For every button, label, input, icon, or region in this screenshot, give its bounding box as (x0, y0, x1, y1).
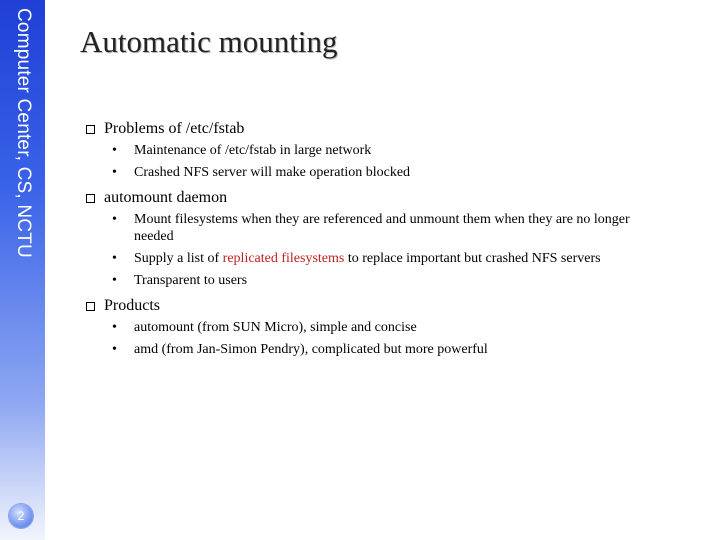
list-item-text-post: to replace important but crashed NFS servers (344, 251, 601, 266)
section-heading-text: Problems of /etc/fstab (104, 120, 245, 137)
section-heading-text: Products (104, 297, 160, 314)
list-item-text: Maintenance of /etc/fstab in large network (134, 143, 372, 158)
sidebar-label: Computer Center, CS, NCTU (13, 8, 34, 258)
section-heading (86, 187, 686, 209)
list-item (86, 341, 686, 358)
section-automount (86, 187, 686, 289)
list-item (86, 142, 686, 159)
bullet-dot-icon: • (112, 212, 117, 227)
bullet-list (86, 142, 686, 181)
list-item-text: amd (from Jan-Simon Pendry), complicated but more powerful (134, 342, 488, 357)
bullet-list (86, 319, 686, 358)
square-bullet-icon (86, 302, 95, 311)
bullet-dot-icon: • (112, 342, 117, 357)
list-item-text-pre: Supply a list of (134, 251, 223, 266)
bullet-dot-icon: • (112, 251, 117, 266)
section-heading (86, 118, 686, 140)
list-item-text: Crashed NFS server will make operation blocked (134, 165, 411, 180)
square-bullet-icon (86, 194, 95, 203)
bullet-dot-icon: • (112, 143, 117, 158)
list-item (86, 211, 686, 245)
bullet-dot-icon: • (112, 165, 117, 180)
page-number-badge (9, 504, 33, 528)
list-item-text: Transparent to users (134, 273, 248, 288)
bullet-dot-icon: • (112, 273, 117, 288)
list-item (86, 319, 686, 336)
section-heading-text: automount daemon (104, 189, 228, 206)
list-item (86, 250, 686, 267)
page-number: 2 (17, 509, 25, 523)
highlighted-term: replicated filesystems (222, 251, 345, 266)
slide-title: Automatic mounting (80, 24, 338, 59)
list-item-text: Mount filesystems when they are referenced and unmount them when they are no longer needed (134, 212, 630, 244)
sidebar (0, 0, 45, 540)
section-products (86, 295, 686, 358)
slide-content (86, 118, 686, 364)
bullet-dot-icon: • (112, 320, 117, 335)
list-item-text: automount (from SUN Micro), simple and concise (134, 320, 417, 335)
bullet-list (86, 211, 686, 289)
list-item (86, 272, 686, 289)
section-heading (86, 295, 686, 317)
list-item (86, 164, 686, 181)
list-item-text (134, 250, 662, 267)
section-problems (86, 118, 686, 181)
square-bullet-icon (86, 125, 95, 134)
